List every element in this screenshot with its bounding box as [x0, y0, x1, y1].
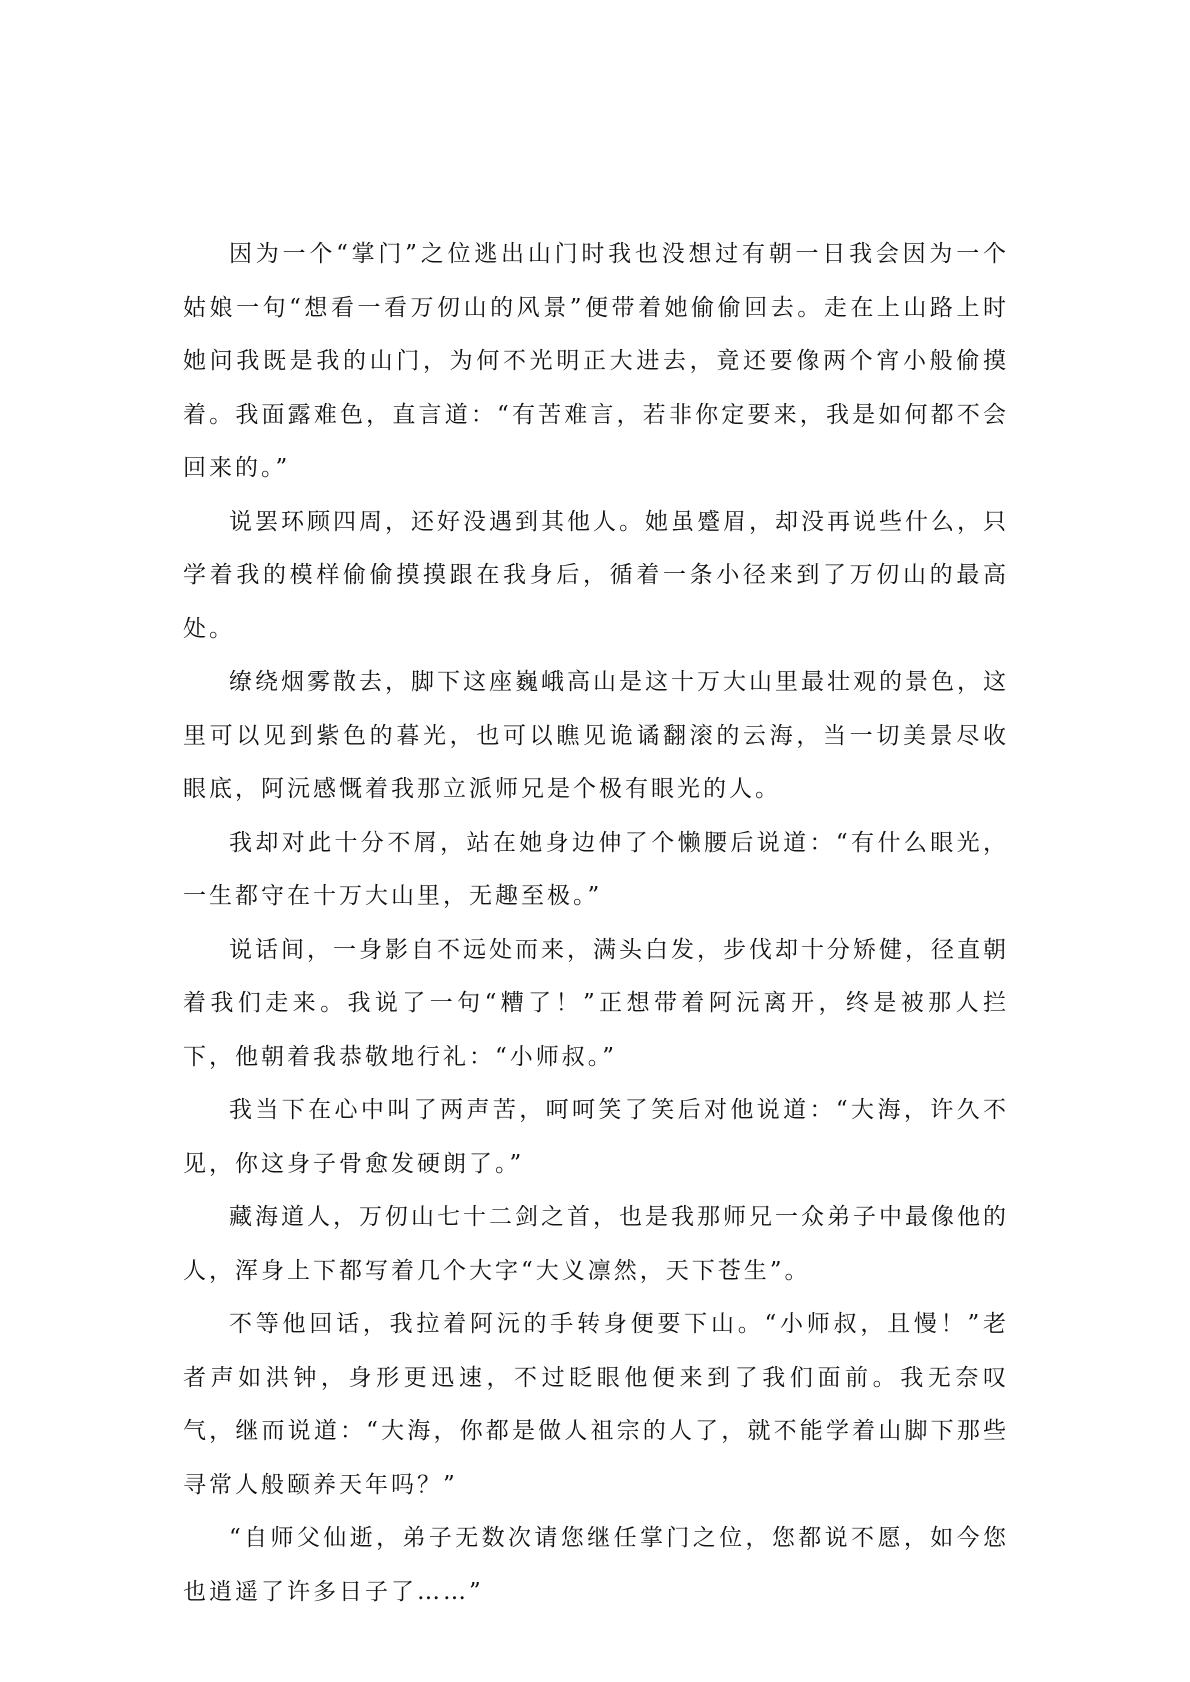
- paragraph-4: 我却对此十分不屑，站在她身边伸了个懒腰后说道：“有什么眼光，一生都守在十万大山里，无趣至极。”: [183, 829, 1009, 909]
- body-text: [183, 228, 1009, 1619]
- paragraph-2: 说罢环顾四周，还好没遇到其他人。她虽蹙眉，却没再说些什么，只学着我的模样偷偷摸摸跟在我身后，循着一条小径来到了万仞山的最高处。: [183, 508, 1009, 642]
- paragraph-3: 缭绕烟雾散去，脚下这座巍峨高山是这十万大山里最壮观的景色，这里可以见到紫色的暮光，也可以瞧见诡谲翻滚的云海，当一切美景尽收眼底，阿沅感慨着我那立派师兄是个极有眼光的人。: [183, 669, 1009, 802]
- paragraph-5: 说话间，一身影自不远处而来，满头白发，步伐却十分矫健，径直朝着我们走来。我说了一句“糟了！”正想带着阿沅离开，终是被那人拦下，他朝着我恭敬地行礼：“小师叔。”: [183, 936, 1009, 1070]
- paragraph-1: 因为一个“掌门”之位逃出山门时我也没想过有朝一日我会因为一个姑娘一句“想看一看万仞山的风景”便带着她偷偷回去。走在上山路上时她问我既是我的山门，为何不光明正大进去，竟还要像两个宵小般偷摸着。我面露难色，直言道：“有苦难言，若非你定要来，我是如何都不会回来的。”: [183, 241, 1009, 481]
- paragraph-9: “自师父仙逝，弟子无数次请您继任掌门之位，您都说不愿，如今您也逍遥了许多日子了……”: [183, 1525, 1009, 1605]
- paragraph-6: 我当下在心中叫了两声苦，呵呵笑了笑后对他说道：“大海，许久不见，你这身子骨愈发硬朗了。”: [183, 1097, 1009, 1177]
- paragraph-8: 不等他回话，我拉着阿沅的手转身便要下山。“小师叔，且慢！”老者声如洪钟，身形更迅速，不过眨眼他便来到了我们面前。我无奈叹气，继而说道：“大海，你都是做人祖宗的人了，就不能学着山脚下那些寻常人般颐养天年吗？”: [183, 1311, 1009, 1498]
- paragraph-7: 藏海道人，万仞山七十二剑之首，也是我那师兄一众弟子中最像他的人，浑身上下都写着几个大字“大义凛然，天下苍生”。: [183, 1204, 1009, 1284]
